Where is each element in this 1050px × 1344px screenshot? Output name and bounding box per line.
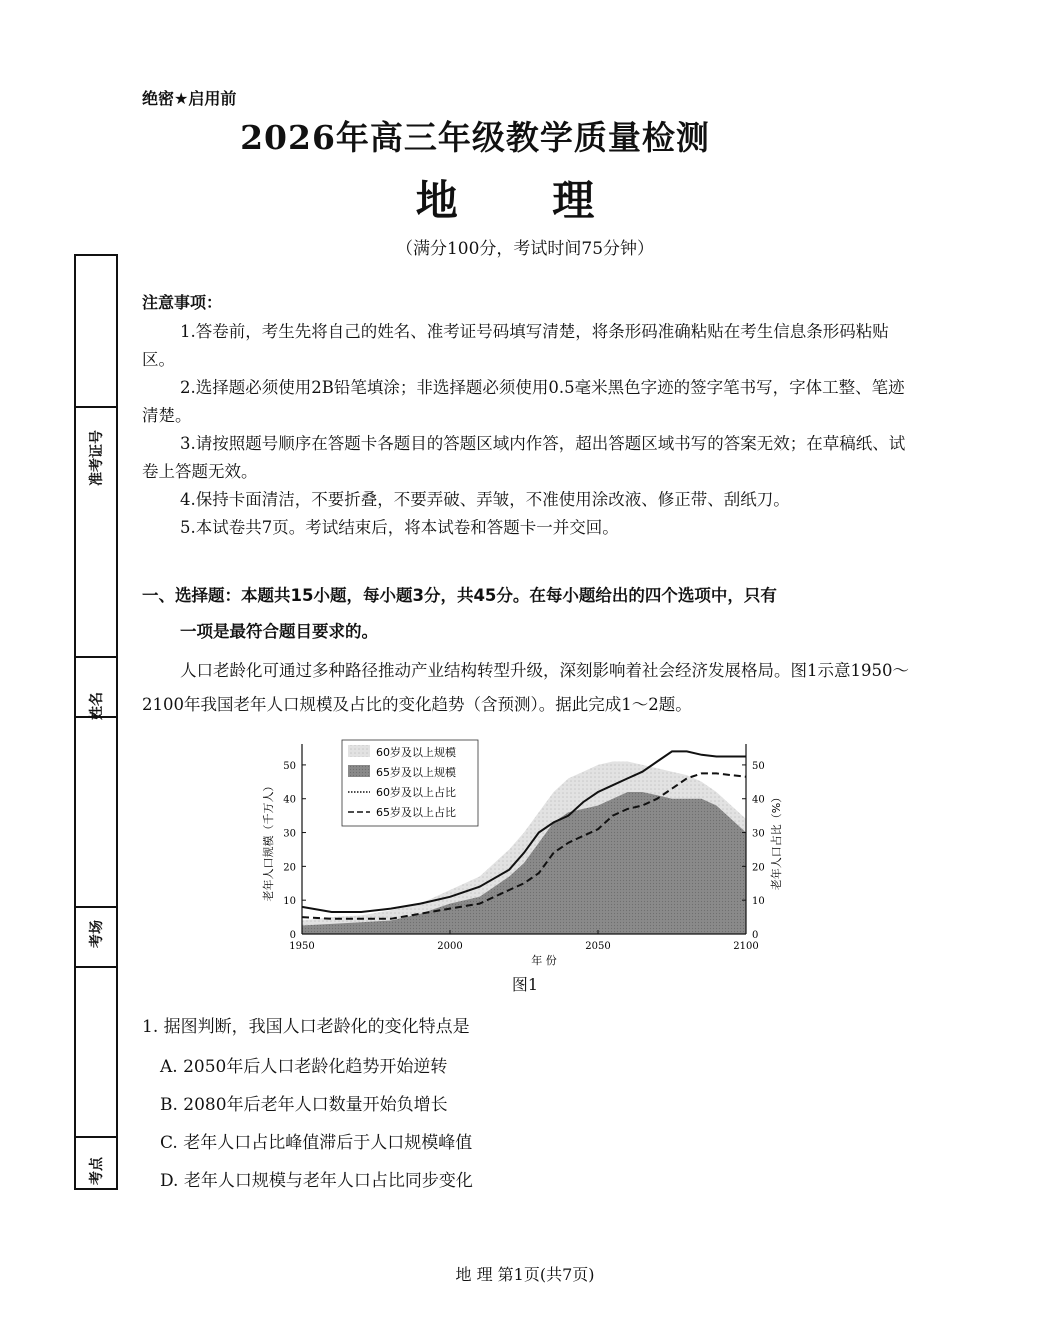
- option-d[interactable]: D. 老年人口规模与老年人口占比同步变化: [160, 1171, 473, 1191]
- notice-item: 1.答卷前，考生先将自己的姓名、准考证号码填写清楚，将条形码准确粘贴在考生信息条形码粘贴区。: [142, 322, 889, 369]
- notice-item: 4.保持卡面清洁，不要折叠，不要弄破、弄皱，不准使用涂改液、修正带、刮纸刀。: [180, 490, 790, 509]
- y-axis-label-right: 老年人口占比（%）: [770, 791, 783, 891]
- strip-label-room: 考场: [89, 920, 105, 948]
- notice-title: 注意事项：: [142, 293, 223, 312]
- y-tick-label-right: 20: [752, 862, 765, 874]
- strip-divider: [76, 406, 116, 408]
- y-tick-label-right: 10: [752, 896, 765, 908]
- legend-swatch: [348, 745, 370, 757]
- x-tick-label: 2050: [585, 941, 611, 952]
- section-heading-line1: 一、选择题：本题共15小题，每小题3分，共45分。在每小题给出的四个选项中，只有: [142, 586, 777, 605]
- y-tick-label-right: 30: [752, 828, 765, 840]
- x-tick-label: 2100: [733, 941, 759, 952]
- section-heading-line2: 一项是最符合题目要求的。: [180, 622, 378, 641]
- figure-caption: 图1: [511, 975, 539, 994]
- y-tick-label-left: 40: [283, 794, 296, 806]
- strip-divider: [76, 1136, 116, 1138]
- section-heading: [142, 578, 912, 650]
- y-tick-label-left: 0: [289, 930, 296, 941]
- option-c[interactable]: C. 老年人口占比峰值滞后于人口规模峰值: [160, 1133, 473, 1153]
- x-tick-label: 2000: [437, 941, 463, 952]
- exam-meta: （满分100分，考试时间75分钟）: [395, 239, 655, 259]
- y-tick-label-left: 30: [283, 828, 296, 840]
- strip-divider: [76, 906, 116, 908]
- y-axis-label-left: 老年人口规模（千万人）: [262, 780, 275, 902]
- legend-label: 65岁及以上占比: [376, 806, 456, 819]
- notice-item: 3.请按照题号顺序在答题卡各题目的答题区域内作答，超出答题区域书写的答案无效；在草稿纸、试卷上答题无效。: [142, 434, 906, 481]
- notice-item: 2.选择题必须使用2B铅笔填涂；非选择题必须使用0.5毫米黑色字迹的签字笔书写，字体工整、笔迹清楚。: [142, 378, 905, 425]
- y-tick-label-left: 20: [283, 862, 296, 874]
- strip-label-site: 考点: [89, 1157, 105, 1185]
- y-tick-label-left: 10: [283, 896, 296, 908]
- strip-divider: [76, 966, 116, 968]
- y-tick-label-left: 50: [283, 760, 296, 772]
- strip-label-admission: 准考证号: [89, 430, 105, 486]
- legend-label: 60岁及以上占比: [376, 786, 456, 799]
- strip-divider: [76, 656, 116, 658]
- option-a[interactable]: A. 2050年后人口老龄化趋势开始逆转: [160, 1057, 448, 1077]
- option-b[interactable]: B. 2080年后老年人口数量开始负增长: [160, 1095, 448, 1115]
- page-footer: 地 理 第1页(共7页): [455, 1265, 595, 1284]
- y-tick-label-right: 50: [752, 760, 765, 772]
- question-intro: 人口老龄化可通过多种路径推动产业结构转型升级，深刻影响着社会经济发展格局。图1示意1950～2100年我国老年人口规模及占比的变化趋势（含预测）。据此完成1～2题。: [142, 661, 909, 714]
- notice-item: 5.本试卷共7页。考试结束后，将本试卷和答题卡一并交回。: [180, 518, 619, 537]
- strip-label-name: 姓名: [89, 692, 105, 720]
- confidential-label: 绝密★启用前: [142, 89, 237, 108]
- subject-title: 地 理: [415, 176, 635, 225]
- legend-label: 60岁及以上规模: [376, 746, 456, 759]
- y-tick-label-right: 0: [752, 930, 759, 941]
- binding-strip: [74, 254, 118, 1190]
- aging-chart: [250, 732, 783, 972]
- question-1-stem: 1. 据图判断，我国人口老龄化的变化特点是: [142, 1017, 470, 1037]
- exam-title: 2026年高三年级教学质量检测: [240, 118, 710, 157]
- legend-swatch: [348, 765, 370, 777]
- x-tick-label: 1950: [289, 941, 315, 952]
- y-tick-label-right: 40: [752, 794, 765, 806]
- x-axis-label: 年 份: [531, 954, 557, 967]
- legend-label: 65岁及以上规模: [376, 766, 456, 779]
